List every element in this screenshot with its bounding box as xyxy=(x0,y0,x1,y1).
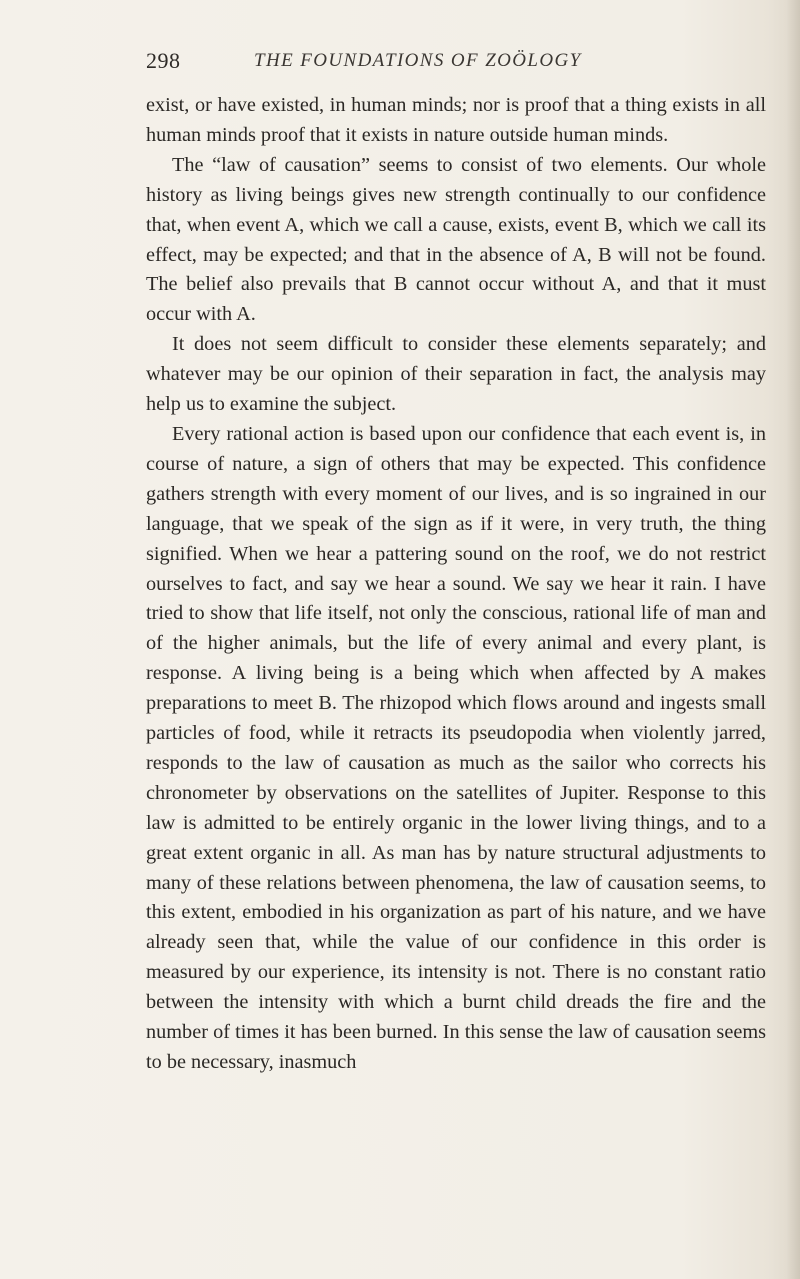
running-title: THE FOUNDATIONS OF ZOÖLOGY xyxy=(254,50,582,71)
body-text xyxy=(146,91,766,1078)
page-number: 298 xyxy=(146,48,181,73)
paragraph-continued: exist, or have existed, in human minds; nor is proof that a thing exists in all human minds proof that it exists in nature outside human minds. xyxy=(146,94,766,146)
paragraph-rational-action: Every rational action is based upon our confidence that each event is, in course of nature, a sign of others that may be expected. This confidence gathers strength with every moment of our lives, and is so ingrained in our language, that we speak of the sign as if it were, in very truth, the thing signified. When we hear a pattering sound on the roof, we do not restrict ourselves to fact, and say we hear a sound. We say we hear it rain. I have tried to show that life itself, not only the conscious, rational life of man and of the higher animals, but the life of every animal and every plant, is response. A living being is a being which when affected by A makes preparations to meet B. The rhizopod which flows around and ingests small particles of food, while it retracts its pseudopodia when violently jarred, responds to the law of causation as much as the sailor who corrects his chronometer by observations on the satellites of Jupiter. Response to this law is admitted to be entirely organic in the lower living things, and to a great extent organic in all. As man has by nature structural adjustments to many of these relations between phenomena, the law of causation seems, to this extent, embodied in his organization as part of his nature, and we have already seen that, while the value of our confidence in this order is measured by our experience, its intensity is not. There is no constant ratio between the intensity with which a burnt child dreads the fire and the number of times it has been burned. In this sense the law of causation seems to be necessary, inasmuch xyxy=(146,422,766,1073)
page-edge-shadow xyxy=(786,0,800,1279)
paragraph-elements-separately: It does not seem difficult to consider these elements separately; and whatever may be our opinion of their separation in fact, the analysis may help us to examine the subject. xyxy=(146,333,766,416)
page-header xyxy=(0,48,800,80)
paragraph-law-of-causation: The “law of causation” seems to consist of two elements. Our whole history as living beings gives new strength continually to our confidence that, when event A, which we call a cause, exists, event B, which we call its effect, may be expected; and that in the absence of A, B will not be found. The belief also prevails that B cannot occur without A, and that it must occur with A. xyxy=(146,153,766,326)
